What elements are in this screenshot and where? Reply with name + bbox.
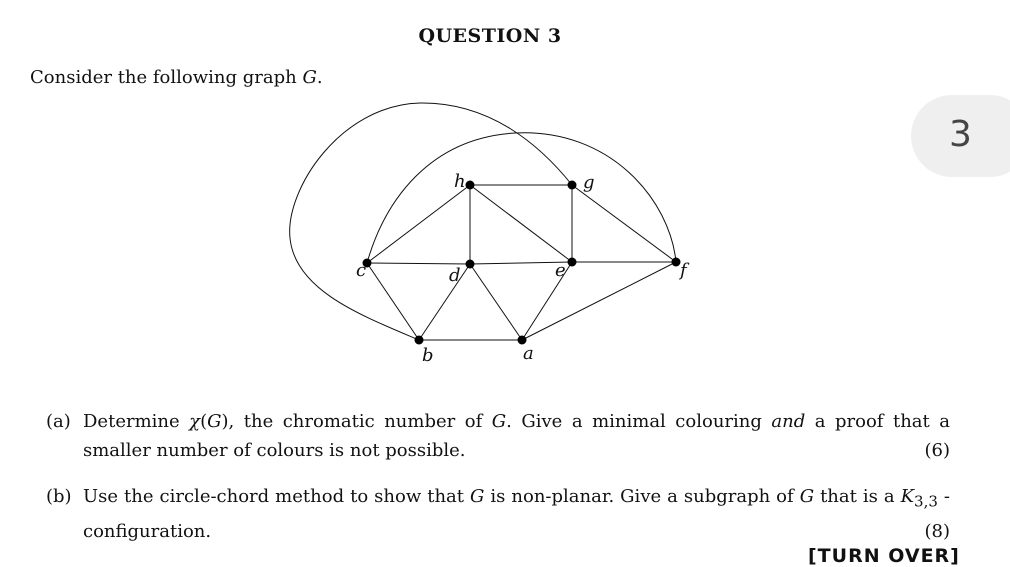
part-a-marks: (6) — [924, 440, 950, 461]
edge-d-a — [470, 264, 522, 340]
vertex-d — [466, 260, 475, 269]
part-a-text: Determine χ(G), the chromatic number of G. Give a minimal colouring and a proof that a smaller number of colours is not possible. — [83, 411, 950, 461]
part-b — [46, 482, 950, 546]
vertex-label-f: f — [680, 260, 687, 281]
vertex-h — [466, 181, 475, 190]
edge-h-e — [470, 185, 572, 262]
vertex-label-c: c — [356, 260, 367, 281]
part-a-tag: (a) — [46, 411, 71, 432]
edge-g-f — [572, 185, 676, 262]
edge-c-d — [367, 263, 470, 264]
question-title: QUESTION 3 — [418, 25, 562, 47]
vertex-e — [568, 258, 577, 267]
vertex-label-d: d — [449, 265, 461, 286]
vertex-label-a: a — [523, 343, 534, 364]
edge-c-f — [367, 133, 676, 263]
part-a — [46, 407, 950, 465]
part-b-marks: (8) — [924, 520, 950, 542]
vertex-label-g: g — [583, 172, 595, 193]
vertex-b — [415, 336, 424, 345]
intro-period: . — [316, 67, 323, 88]
vertex-label-e: e — [555, 260, 566, 281]
edge-b-g — [290, 103, 572, 340]
edge-d-b — [419, 264, 470, 340]
part-b-tag: (b) — [46, 486, 72, 507]
vertex-label-h: h — [454, 171, 466, 192]
vertex-g — [568, 181, 577, 190]
edge-a-f — [522, 262, 676, 340]
turn-over-footer: [TURN OVER] — [808, 545, 960, 567]
graph-symbol: G — [302, 67, 317, 88]
page-number: 3 — [949, 114, 972, 155]
vertex-label-b: b — [422, 345, 434, 366]
intro-sentence: Consider the following graph — [30, 67, 297, 88]
graph-edges — [290, 103, 676, 340]
part-b-text: Use the circle-chord method to show that G is non-planar. Give a subgraph of G that is a $K_{3,3}$ -configuration. — [83, 486, 950, 542]
